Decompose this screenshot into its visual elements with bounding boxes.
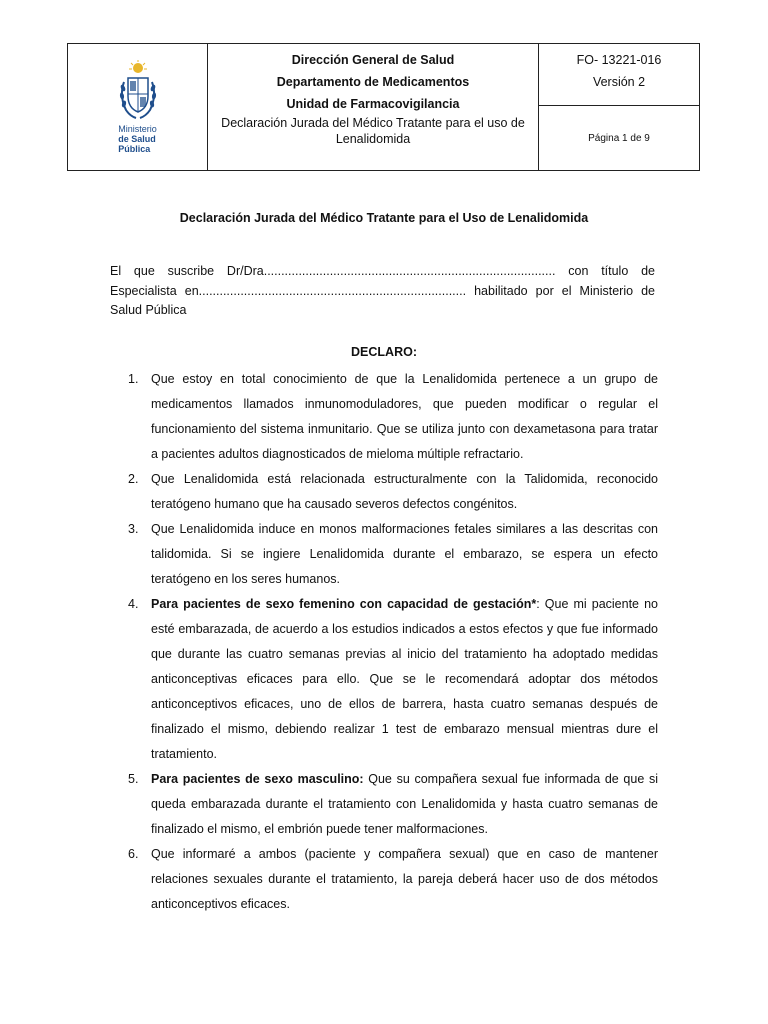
form-code: FO- 13221-016 (576, 53, 662, 67)
header-page-cell (539, 106, 699, 170)
item-text: Que Lenalidomida está relacionada estructuralmente con la Talidomida, reconocido teratógeno humano que ha causado severos defectos congénitos. (151, 472, 658, 511)
item-bold-text: Para pacientes de sexo masculino: (151, 772, 364, 786)
form-version: Versión 2 (592, 75, 646, 89)
page-number: Página 1 de 9 (588, 132, 650, 144)
item-text: Que Lenalidomida induce en monos malformaciones fetales similares a las descritas con talidomida. Si se ingiere Lenalidomida durante el embarazo, se espera un efecto teratógeno en los seres humanos. (151, 522, 658, 586)
item-text: Que su compañera sexual fue informada de que si queda embarazada durante el tratamiento con Lenalidomida y hasta cuatro semanas de finalizado el mismo, el embrión puede tener malformaciones. (151, 772, 658, 836)
item-text: Que estoy en total conocimiento de que la Lenalidomida pertenece a un grupo de medicamentos llamados inmunomoduladores, que pueden modificar o regular el funcionamiento del sistema inmunitario. Que se utiliza junto con dexametasona para tratar a pacientes adultos diagnosticados de mieloma múltiple refractario. (151, 372, 658, 461)
header-table (67, 43, 700, 171)
list-item (122, 842, 658, 917)
list-item (122, 592, 658, 767)
item-text: Que informaré a ambos (paciente y compañera sexual) que en caso de mantener relaciones sexuales durante el tratamiento, la pareja deberá hacer uso de dos métodos anticonceptivos eficaces. (151, 847, 658, 911)
header-center-cell (208, 44, 539, 170)
item-number: 1. (128, 372, 139, 386)
item-number: 2. (128, 472, 139, 486)
item-number: 4. (128, 597, 139, 611)
logo-line-3: Pública (118, 144, 151, 154)
declaration-list (122, 367, 658, 917)
logo-line-1: Ministerio (118, 124, 157, 134)
list-item (122, 367, 658, 467)
list-item (122, 467, 658, 517)
item-bold-text: Para pacientes de sexo femenino con capacidad de gestación* (151, 597, 537, 611)
logo-line-2: de Salud (118, 134, 156, 144)
list-item (122, 517, 658, 592)
item-number: 3. (128, 522, 139, 536)
intro-paragraph: El que suscribe Dr/Dra.................................................................................... con título de Especialista en............................................................................. habilitado por el Ministerio de Salud Pública (110, 264, 655, 317)
item-number: 5. (128, 772, 139, 786)
item-number: 6. (128, 847, 139, 861)
item-text: : Que mi paciente no esté embarazada, de acuerdo a los estudios indicados a estos efectos y que fue informado que durante las cuatro semanas previas al inicio del tratamiento ha adoptado medidas anticonceptivas eficaces para ello. Que se le recomendará adoptar dos métodos anticonceptivos eficaces, uno de ellos de barrera, hasta cuatro semanas después de finalizado el mismo, debiendo realizar 1 test de embarazo mensual mientras dure el tratamiento. (151, 597, 658, 761)
coat-of-arms-icon (116, 60, 160, 122)
logo-cell (68, 44, 208, 170)
header-direction: Dirección General de Salud (291, 53, 455, 67)
header-code-cell (539, 44, 699, 106)
header-right-cell (539, 44, 699, 170)
logo-text (118, 124, 157, 154)
header-subtitle: Declaración Jurada del Médico Tratante para el uso de Lenalidomida (221, 116, 525, 146)
document-title: Declaración Jurada del Médico Tratante para el Uso de Lenalidomida (179, 211, 589, 225)
header-unit: Unidad de Farmacovigilancia (286, 97, 460, 111)
header-department: Departamento de Medicamentos (276, 75, 470, 89)
declaro-heading: DECLARO: (351, 345, 417, 359)
list-item (122, 767, 658, 842)
